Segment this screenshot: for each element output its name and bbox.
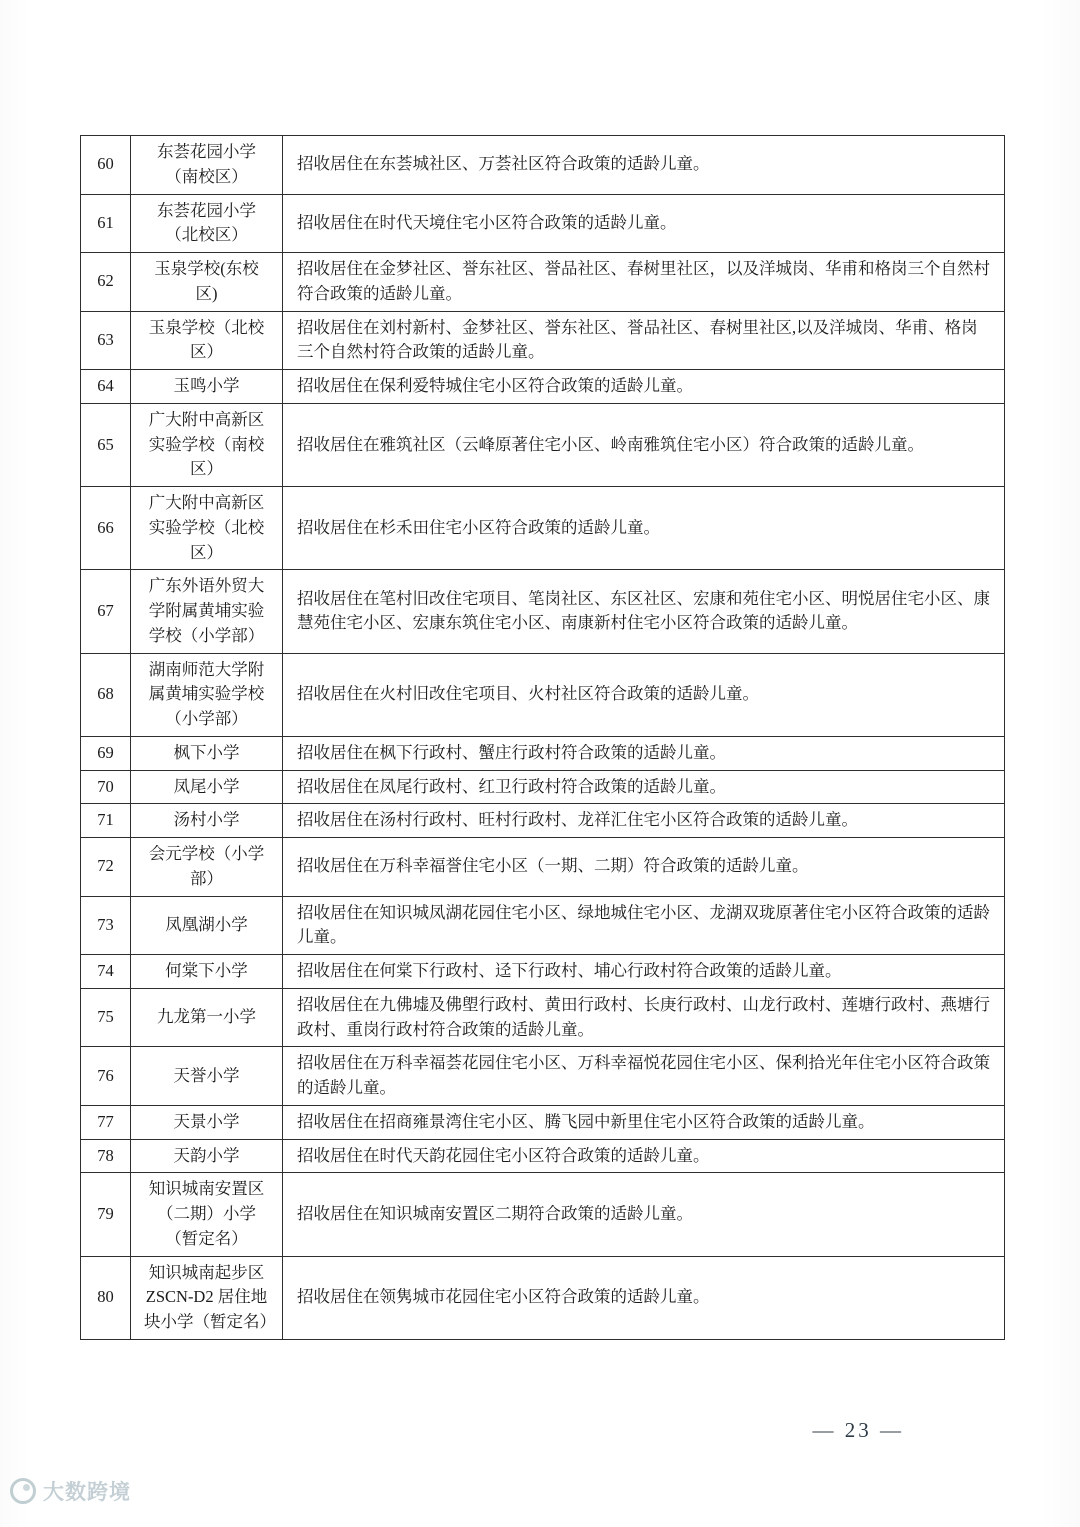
enrollment-description: 招收居住在金梦社区、誉东社区、誉品社区、春树里社区，以及洋城岗、华甫和格岗三个自然村符合政策的适龄儿童。 bbox=[283, 253, 1005, 312]
row-number: 74 bbox=[81, 955, 131, 989]
row-number: 65 bbox=[81, 403, 131, 486]
enrollment-description: 招收居住在刘村新村、金梦社区、誉东社区、誉品社区、春树里社区,以及洋城岗、华甫、格岗三个自然村符合政策的适龄儿童。 bbox=[283, 311, 1005, 370]
enrollment-description: 招收居住在笔村旧改住宅项目、笔岗社区、东区社区、宏康和苑住宅小区、明悦居住宅小区、康慧苑住宅小区、宏康东筑住宅小区、南康新村住宅小区符合政策的适龄儿童。 bbox=[283, 570, 1005, 653]
row-number: 79 bbox=[81, 1173, 131, 1256]
row-number: 73 bbox=[81, 896, 131, 955]
row-number: 72 bbox=[81, 838, 131, 897]
table-row bbox=[81, 1256, 1005, 1339]
school-name: 广东外语外贸大学附属黄埔实验学校（小学部） bbox=[131, 570, 283, 653]
row-number: 70 bbox=[81, 770, 131, 804]
enrollment-description: 招收居住在时代天韵花园住宅小区符合政策的适龄儿童。 bbox=[283, 1139, 1005, 1173]
row-number: 76 bbox=[81, 1047, 131, 1106]
table-row bbox=[81, 253, 1005, 312]
row-number: 75 bbox=[81, 988, 131, 1047]
school-name: 凤凰湖小学 bbox=[131, 896, 283, 955]
table-row bbox=[81, 1173, 1005, 1256]
school-name: 东荟花园小学（南校区） bbox=[131, 136, 283, 195]
table-row bbox=[81, 1105, 1005, 1139]
enrollment-description: 招收居住在招商雍景湾住宅小区、腾飞园中新里住宅小区符合政策的适龄儿童。 bbox=[283, 1105, 1005, 1139]
row-number: 77 bbox=[81, 1105, 131, 1139]
table-row bbox=[81, 370, 1005, 404]
page-number: — 23 — bbox=[812, 1418, 904, 1442]
table-row bbox=[81, 194, 1005, 253]
table-body bbox=[81, 136, 1005, 1340]
school-name: 天景小学 bbox=[131, 1105, 283, 1139]
enrollment-description: 招收居住在保利爱特城住宅小区符合政策的适龄儿童。 bbox=[283, 370, 1005, 404]
school-name: 会元学校（小学部） bbox=[131, 838, 283, 897]
row-number: 67 bbox=[81, 570, 131, 653]
watermark-text: 大数跨境 bbox=[43, 1481, 131, 1504]
school-name: 九龙第一小学 bbox=[131, 988, 283, 1047]
watermark bbox=[10, 1476, 131, 1506]
school-name: 玉泉学校（北校区） bbox=[131, 311, 283, 370]
enrollment-description: 招收居住在时代天境住宅小区符合政策的适龄儿童。 bbox=[283, 194, 1005, 253]
table-row bbox=[81, 1139, 1005, 1173]
enrollment-description: 招收居住在枫下行政村、蟹庄行政村符合政策的适龄儿童。 bbox=[283, 736, 1005, 770]
school-name: 广大附中高新区实验学校（北校区） bbox=[131, 487, 283, 570]
table-row bbox=[81, 487, 1005, 570]
row-number: 68 bbox=[81, 653, 131, 736]
enrollment-description: 招收居住在万科幸福荟花园住宅小区、万科幸福悦花园住宅小区、保利拾光年住宅小区符合政策的适龄儿童。 bbox=[283, 1047, 1005, 1106]
school-name: 枫下小学 bbox=[131, 736, 283, 770]
table-row bbox=[81, 736, 1005, 770]
row-number: 71 bbox=[81, 804, 131, 838]
table-row bbox=[81, 570, 1005, 653]
table-row bbox=[81, 403, 1005, 486]
row-number: 66 bbox=[81, 487, 131, 570]
enrollment-description: 招收居住在知识城凤湖花园住宅小区、绿地城住宅小区、龙湖双珑原著住宅小区符合政策的适龄儿童。 bbox=[283, 896, 1005, 955]
table-row bbox=[81, 955, 1005, 989]
school-name: 知识城南起步区 ZSCN-D2 居住地块小学（暂定名） bbox=[131, 1256, 283, 1339]
watermark-logo-icon bbox=[10, 1478, 36, 1504]
row-number: 62 bbox=[81, 253, 131, 312]
table-row bbox=[81, 770, 1005, 804]
enrollment-description: 招收居住在火村旧改住宅项目、火村社区符合政策的适龄儿童。 bbox=[283, 653, 1005, 736]
enrollment-description: 招收居住在汤村行政村、旺村行政村、龙祥汇住宅小区符合政策的适龄儿童。 bbox=[283, 804, 1005, 838]
row-number: 64 bbox=[81, 370, 131, 404]
school-name: 天韵小学 bbox=[131, 1139, 283, 1173]
row-number: 61 bbox=[81, 194, 131, 253]
school-name: 知识城南安置区（二期）小学（暂定名） bbox=[131, 1173, 283, 1256]
enrollment-description: 招收居住在东荟城社区、万荟社区符合政策的适龄儿童。 bbox=[283, 136, 1005, 195]
school-name: 玉鸣小学 bbox=[131, 370, 283, 404]
enrollment-description: 招收居住在九佛墟及佛塱行政村、黄田行政村、长庚行政村、山龙行政村、莲塘行政村、燕塘行政村、重岗行政村符合政策的适龄儿童。 bbox=[283, 988, 1005, 1047]
table-row bbox=[81, 838, 1005, 897]
row-number: 80 bbox=[81, 1256, 131, 1339]
school-name: 汤村小学 bbox=[131, 804, 283, 838]
enrollment-description: 招收居住在知识城南安置区二期符合政策的适龄儿童。 bbox=[283, 1173, 1005, 1256]
enrollment-description: 招收居住在万科幸福誉住宅小区（一期、二期）符合政策的适龄儿童。 bbox=[283, 838, 1005, 897]
school-name: 湖南师范大学附属黄埔实验学校（小学部） bbox=[131, 653, 283, 736]
table-row bbox=[81, 311, 1005, 370]
row-number: 78 bbox=[81, 1139, 131, 1173]
school-name: 何棠下小学 bbox=[131, 955, 283, 989]
school-name: 凤尾小学 bbox=[131, 770, 283, 804]
enrollment-description: 招收居住在雅筑社区（云峰原著住宅小区、岭南雅筑住宅小区）符合政策的适龄儿童。 bbox=[283, 403, 1005, 486]
enrollment-description: 招收居住在何棠下行政村、迳下行政村、埔心行政村符合政策的适龄儿童。 bbox=[283, 955, 1005, 989]
enrollment-description: 招收居住在领隽城市花园住宅小区符合政策的适龄儿童。 bbox=[283, 1256, 1005, 1339]
school-name: 天誉小学 bbox=[131, 1047, 283, 1106]
table-row bbox=[81, 1047, 1005, 1106]
school-enrollment-table bbox=[80, 135, 1005, 1340]
enrollment-description: 招收居住在杉禾田住宅小区符合政策的适龄儿童。 bbox=[283, 487, 1005, 570]
school-name: 玉泉学校(东校区) bbox=[131, 253, 283, 312]
row-number: 60 bbox=[81, 136, 131, 195]
school-name: 广大附中高新区实验学校（南校区） bbox=[131, 403, 283, 486]
school-name: 东荟花园小学（北校区） bbox=[131, 194, 283, 253]
row-number: 69 bbox=[81, 736, 131, 770]
table-row bbox=[81, 896, 1005, 955]
table-row bbox=[81, 988, 1005, 1047]
enrollment-description: 招收居住在凤尾行政村、红卫行政村符合政策的适龄儿童。 bbox=[283, 770, 1005, 804]
table-row bbox=[81, 653, 1005, 736]
table-row bbox=[81, 804, 1005, 838]
row-number: 63 bbox=[81, 311, 131, 370]
table-row bbox=[81, 136, 1005, 195]
